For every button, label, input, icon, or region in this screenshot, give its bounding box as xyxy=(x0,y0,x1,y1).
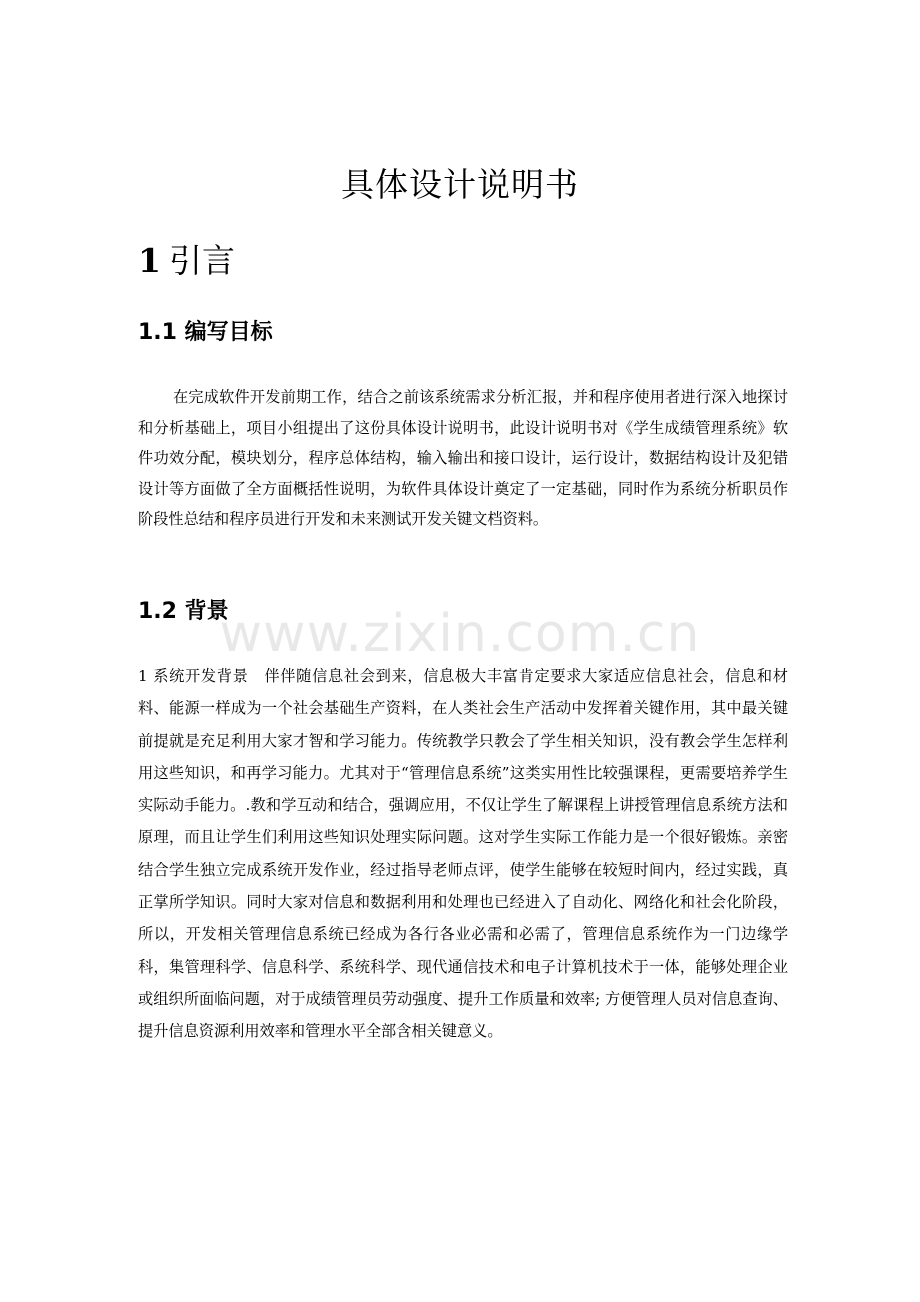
section-1-1-paragraph: 在完成软件开发前期工作，结合之前该系统需求分析汇报，并和程序使用者进行深入地探讨和分析基础上，项目小组提出了这份具体设计说明书，此设计说明书对《学生成绩管理系统》软件功效分配，模块划分，程序总体结构，输入输出和接口设计，运行设计，数据结构设计及犯错设计等方面做了全方面概括性说明，为软件具体设计奠定了一定基础，同时作为系统分析职员作阶段性总结和程序员进行开发和未来测试开发关键文档资料。 xyxy=(138,388,788,528)
section-1-2-paragraph: 1 系统开发背景 伴伴随信息社会到来，信息极大丰富肯定要求大家适应信息社会，信息和材料、能源一样成为一个社会基础生产资料，在人类社会生产活动中发挥着关键作用，其中最关键前提就是充足利用大家才智和学习能力。传统教学只教会了学生相关知识，没有教会学生怎样利用这些知识，和再学习能力。尤其对于“管理信息系统”这类实用性比较强课程，更需要培养学生实际动手能力。.教和学互动和结合，强调应用，不仅让学生了解课程上讲授管理信息系统方法和原理，而且让学生们利用这些知识处理实际问题。这对学生实际工作能力是一个很好锻炼。亲密结合学生独立完成系统开发作业，经过指导老师点评，使学生能够在较短时间内，经过实践，真正掌所学知识。同时大家对信息和数据利用和处理也已经进入了自动化、网络化和社会化阶段，所以，开发相关管理信息系统已经成为各行各业必需和必需了，管理信息系统作为一门边缘学科，集管理科学、信息科学、系统科学、现代通信技术和电子计算机技术于一体，能够处理企业或组织所面临问题，对于成绩管理员劳动强度、提升工作质量和效率; 方便管理人员对信息查询、提升信息资源利用效率和管理水平全部含相关键意义。 xyxy=(138,667,788,1041)
watermark-text: www.zixin.com.cn xyxy=(219,604,701,664)
section-1-number: 1 xyxy=(138,241,161,280)
document-title: 具体设计说明书 xyxy=(341,165,579,204)
section-1-title: 引言 xyxy=(168,241,235,280)
section-1-1-heading: 1.1 编写目标 xyxy=(138,320,273,345)
section-1-heading xyxy=(138,236,235,286)
section-1-2-heading: 1.2 背景 xyxy=(138,599,229,624)
